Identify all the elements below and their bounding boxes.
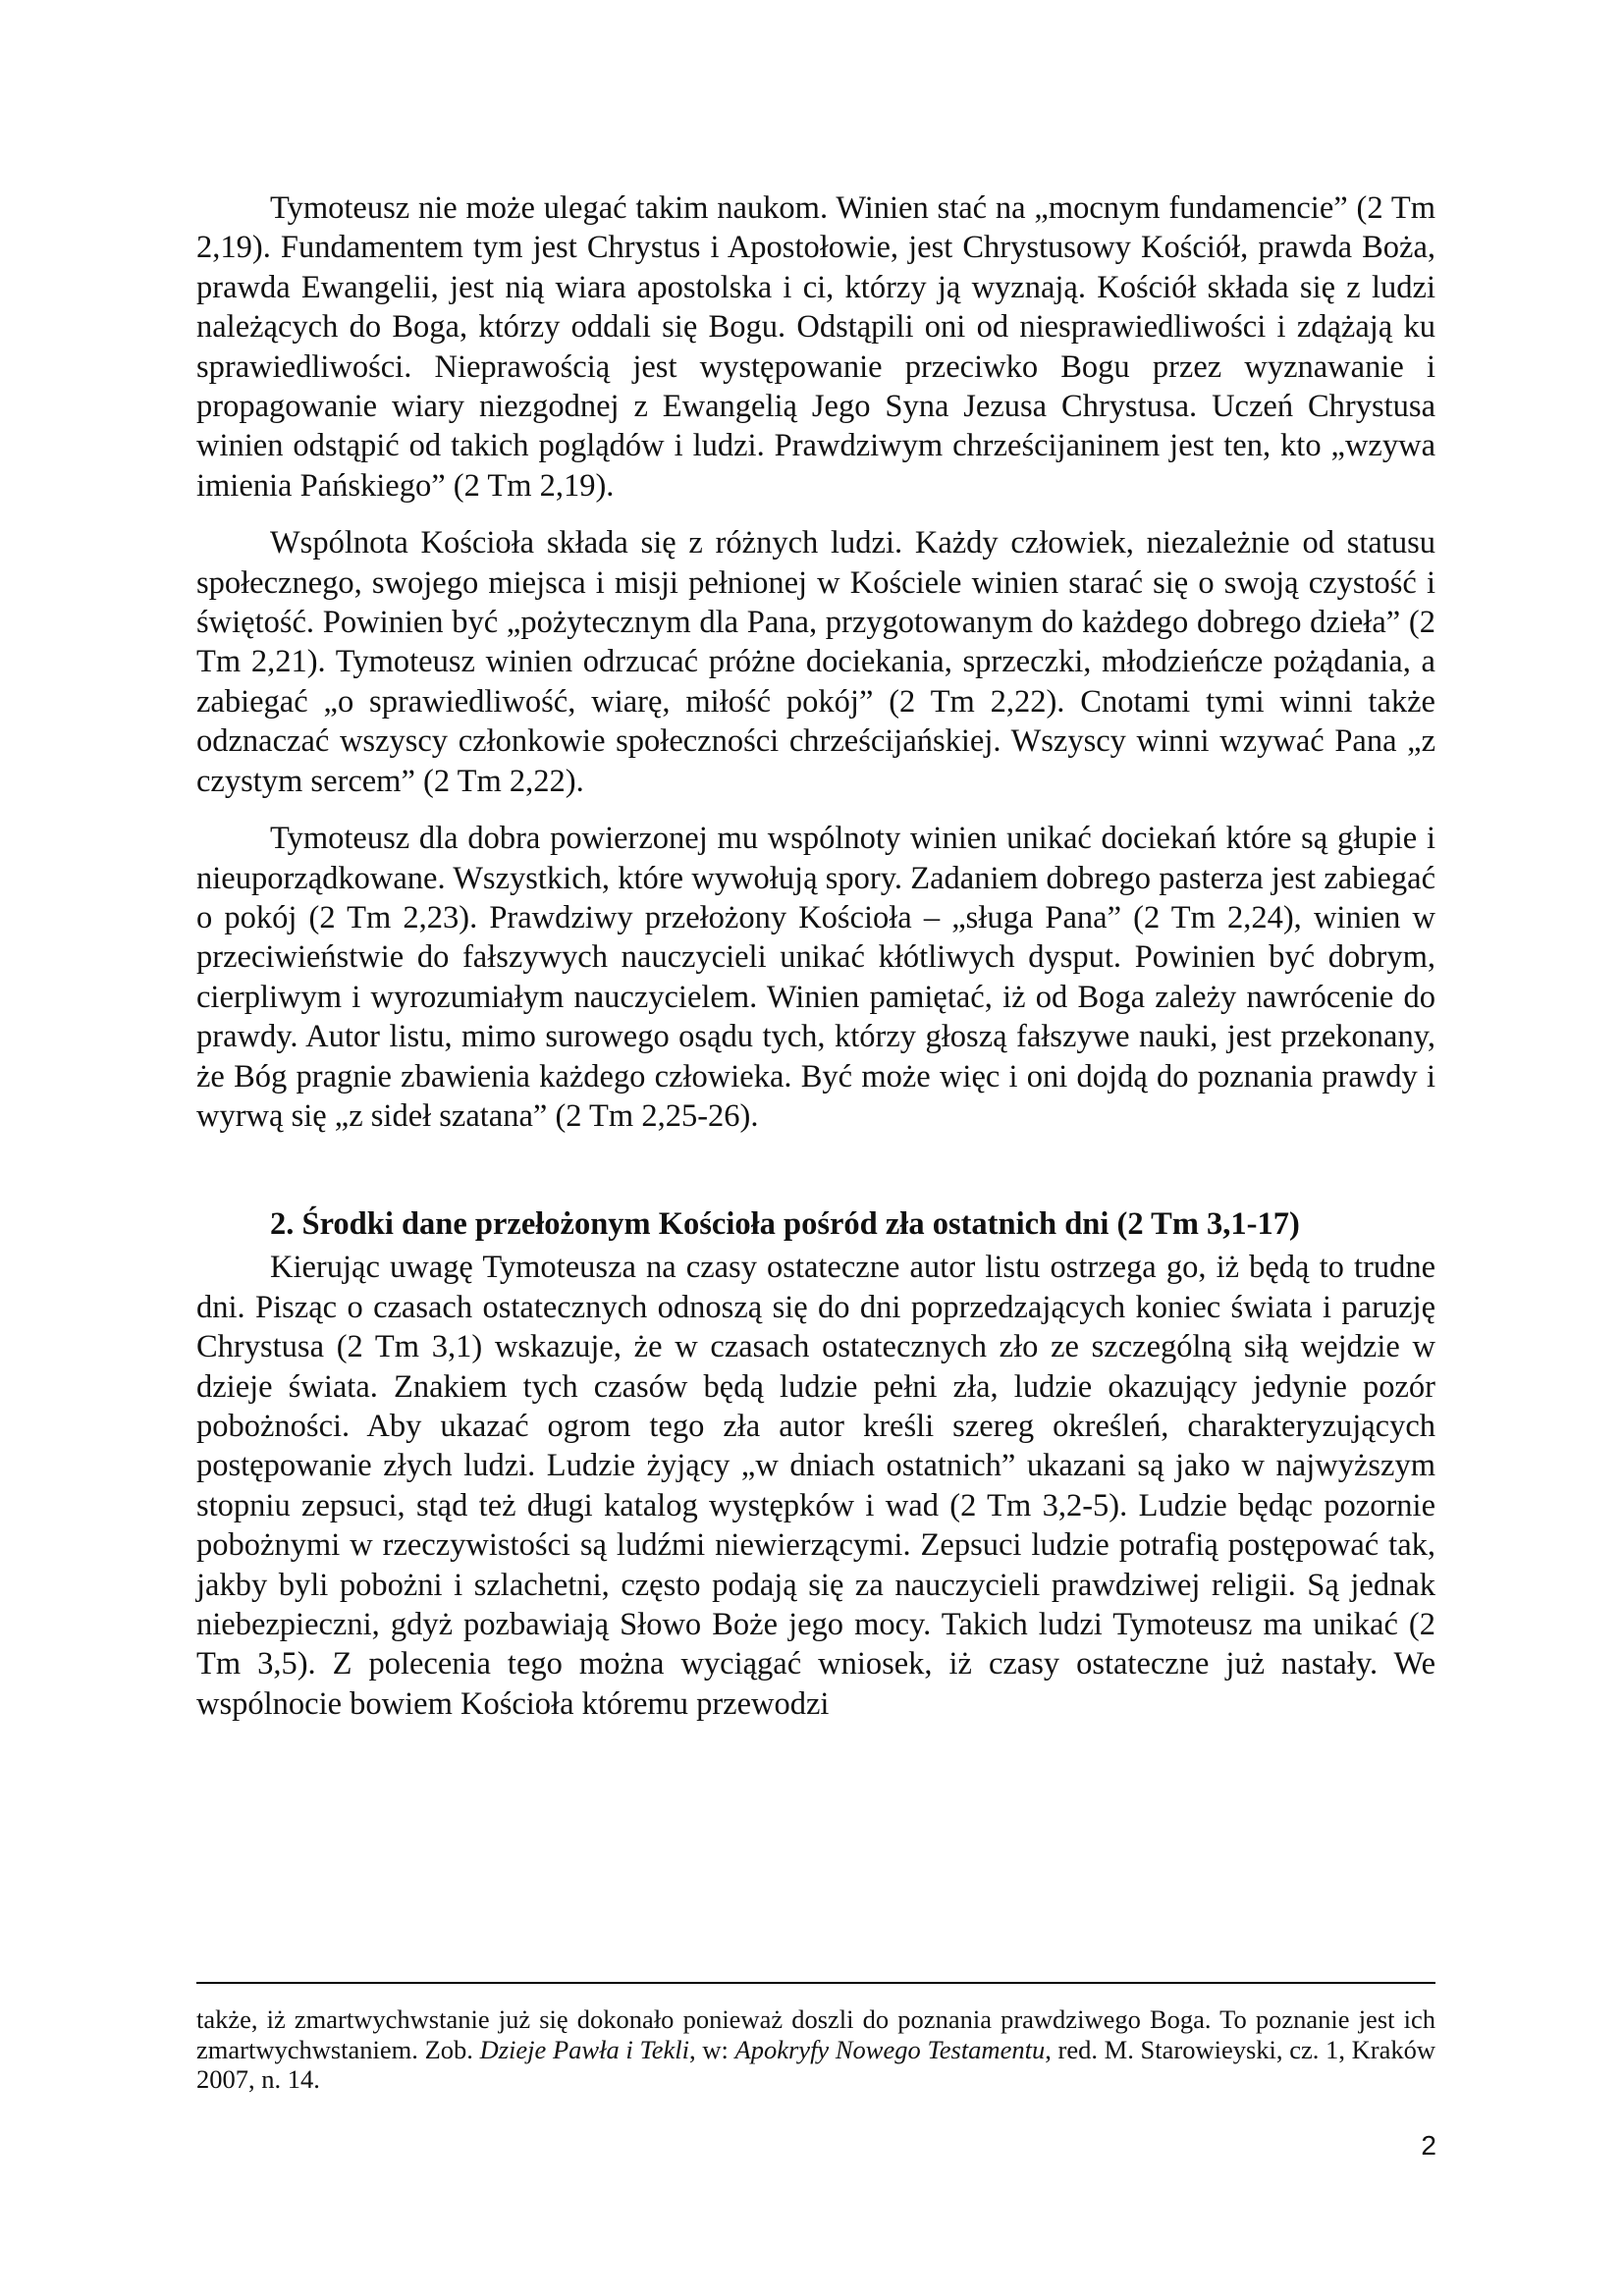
footnote (196, 2004, 1435, 2095)
paragraph: Wspólnota Kościoła składa się z różnych ludzi. Każdy człowiek, niezależnie od statusu społecznego, swojego miejsca i misji pełnionej w Kościele winien starać się o swoją czystość i świętość. Powinien być „pożytecznym dla Pana, przygotowanym do każdego dobrego dzieła” (2 Tm 2,21). Tymoteusz winien odrzucać próżne dociekania, sprzeczki, młodzieńcze pożądania, a zabiegać „o sprawiedliwość, wiarę, miłość pokój” (2 Tm 2,22). Cnotami tymi winni także odznaczać wszyscy członkowie społeczności chrześcijańskiej. Wszyscy winni wzywać Pana „z czystym sercem” (2 Tm 2,22). (196, 525, 1435, 799)
paragraph: Tymoteusz dla dobra powierzonej mu wspólnoty winien unikać dociekań które są głupie i nieuporządkowane. Wszystkich, które wywołują spory. Zadaniem dobrego pasterza jest zabiegać o pokój (2 Tm 2,23). Prawdziwy przełożony Kościoła – „sługa Pana” (2 Tm 2,24), winien w przeciwieństwie do fałszywych nauczycieli unikać kłótliwych dysput. Powinien być dobrym, cierpliwym i wyrozumiałym nauczycielem. Winien pamiętać, iż od Boga zależy nawrócenie do prawdy. Autor listu, mimo surowego osądu tych, którzy głoszą fałszywe nauki, jest przekonany, że Bóg pragnie zbawienia każdego człowieka. Być może więc i oni dojdą do poznania prawdy i wyrwą się „z sideł szatana” (2 Tm 2,25-26). (196, 821, 1435, 1134)
page-number: 2 (1421, 2130, 1436, 2161)
footnote-title-italic: Apokryfy Nowego Testamentu (734, 2034, 1046, 2064)
body-text (196, 188, 1435, 1724)
footnote-text: , w: (689, 2034, 735, 2064)
footnote-text: , red. M. Starowieyski, cz. 1, Kraków 2007, n. 14. (196, 2034, 1436, 2094)
section-heading: 2. Środki dane przełożonym Kościoła pośród zła ostatnich dni (2 Tm 3,1-17) (270, 1206, 1300, 1243)
footnote-text: także, iż zmartwychwstanie już się dokonało ponieważ doszli do poznania prawdziwego Boga. To poznanie jest ich zmartwychwstaniem. Zob. (196, 2004, 1435, 2064)
paragraph: Tymoteusz nie może ulegać takim naukom. Winien stać na „mocnym fundamencie” (2 Tm 2,19). Fundamentem tym jest Chrystus i Apostołowie, jest Chrystusowy Kościół, prawda Boża, prawda Ewangelii, jest nią wiara apostolska i ci, którzy ją wyznają. Kościół składa się z ludzi należących do Boga, którzy oddali się Bogu. Odstąpili oni od niesprawiedliwości i zdążają ku sprawiedliwości. Nieprawością jest występowanie przeciwko Bogu przez wyznawanie i propagowanie wiary niezgodnej z Ewangelią Jego Syna Jezusa Chrystusa. Uczeń Chrystusa winien odstąpić od takich poglądów i ludzi. Prawdziwym chrześcijaninem jest ten, kto „wzywa imienia Pańskiego” (2 Tm 2,19). (196, 190, 1435, 504)
paragraph: Kierując uwagę Tymoteusza na czasy ostateczne autor listu ostrzega go, iż będą to trudne dni. Pisząc o czasach ostatecznych odnoszą się do dni poprzedzających koniec świata i paruzję Chrystusa (2 Tm 3,1) wskazuje, że w czasach ostatecznych zło ze szczególną siłą wejdzie w dzieje świata. Znakiem tych czasów będą ludzie pełni zła, ludzie okazujący jedynie pozór pobożności. Aby ukazać ogrom tego zła autor kreśli szereg określeń, charakteryzujących postępowanie złych ludzi. Ludzie żyjący „w dniach ostatnich” ukazani są jako w najwyższym stopniu zepsuci, stąd też długi katalog występków i wad (2 Tm 3,2-5). Ludzie będąc pozornie pobożnymi w rzeczywistości są ludźmi niewierzącymi. Zepsuci ludzie potrafią postępować tak, jakby byli pobożni i szlachetni, często podają się za nauczycieli prawdziwej religii. Są jednak niebezpieczni, gdyż pozbawiają Słowo Boże jego mocy. Takich ludzi Tymoteusz ma unikać (2 Tm 3,5). Z polecenia tego można wyciągać wniosek, iż czasy ostateczne już nastały. We wspólnocie bowiem Kościoła któremu przewodzi (196, 1250, 1435, 1722)
footnote-separator (196, 1982, 1435, 1984)
footnote-area (196, 2004, 1435, 2095)
footnote-title-italic: Dzieje Pawła i Tekli (479, 2034, 690, 2064)
